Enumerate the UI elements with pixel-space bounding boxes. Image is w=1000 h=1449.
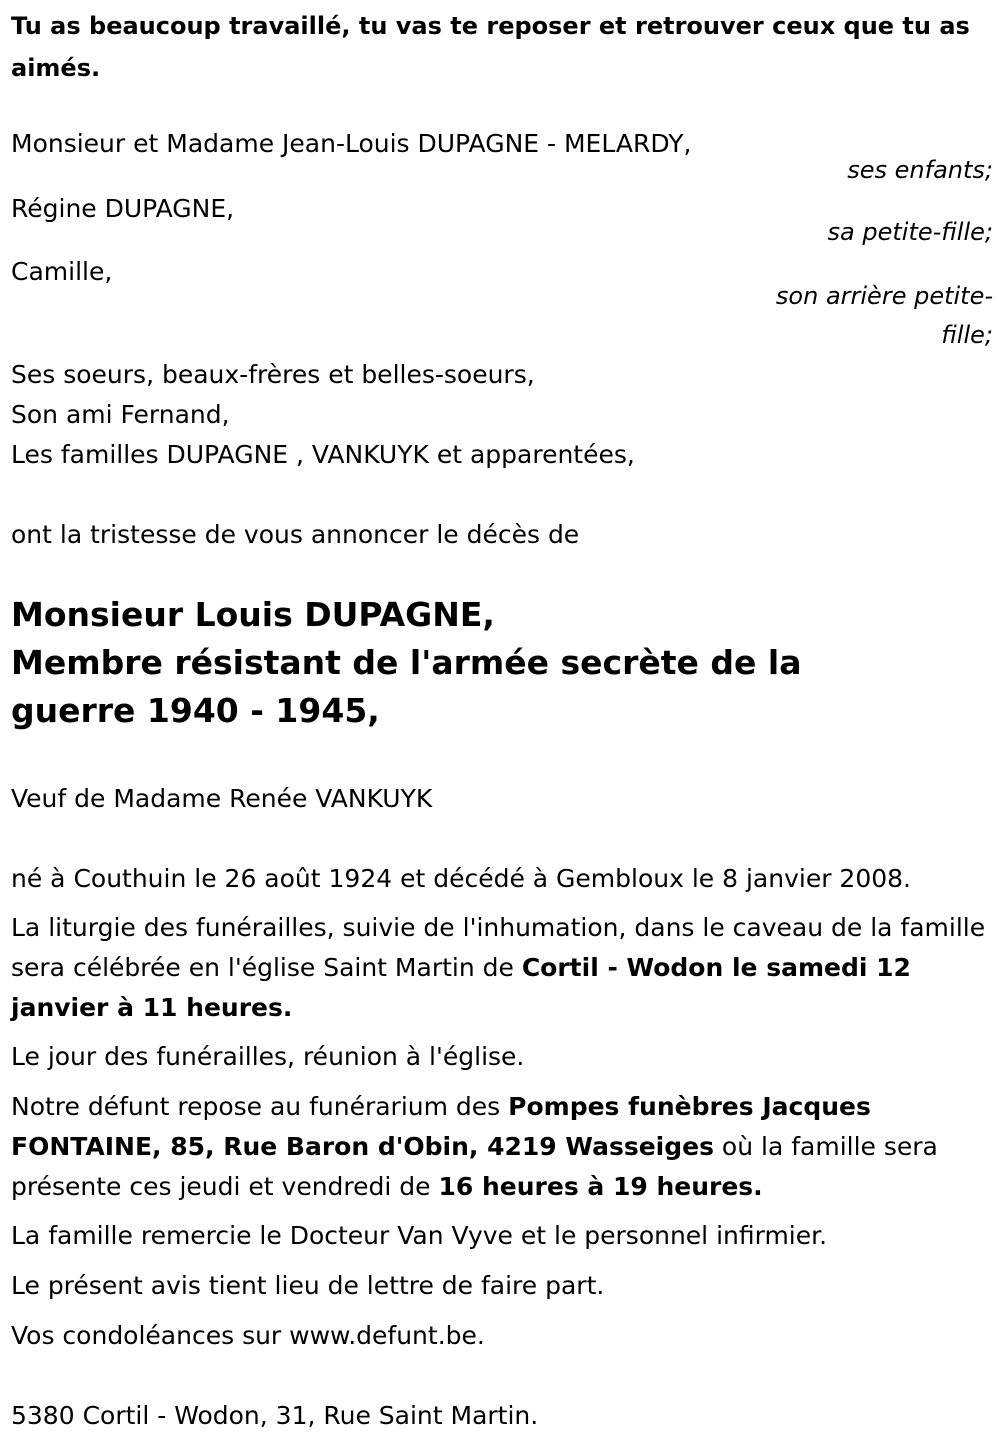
repose-text-1: Notre défunt repose au funérarium des [11,1092,509,1121]
deceased-role-line2: guerre 1940 - 1945, [11,691,380,730]
funeral-home: Pompes funèbres Jacques FONTAINE, 85, Rue Baron d'Obin, 4219 Wasseiges [11,1092,871,1161]
family-relation-granddaughter: sa petite-fille; [827,218,993,246]
family-relation-children: ses enfants; [847,156,993,184]
deceased-role-line1: Membre résistant de l'armée secrète de la [11,643,802,682]
condolences-line: Vos condoléances sur www.defunt.be. [11,1321,485,1350]
relatives-line-sisters: Ses soeurs, beaux-frères et belles-soeurs, [11,360,535,389]
family-relation-great-granddaughter-line2: fille; [941,321,993,349]
repose-paragraph [11,1087,993,1207]
liturgy-date-place: Cortil - Wodon le samedi 12 janvier à 11 heures. [11,953,911,1022]
liturgy-paragraph [11,908,993,1028]
liturgy-text: La liturgie des funérailles, suivie de l'inhumation, dans le caveau de la famille sera célébrée en l'église Saint Martin de [11,913,986,982]
announcement: ont la tristesse de vous annoncer le décès de [11,520,580,549]
relatives-line-friend: Son ami Fernand, [11,400,230,429]
relatives-line-families: Les familles DUPAGNE , VANKUYK et apparentées, [11,440,635,469]
repose-text-2: où la famille sera présente ces jeudi et vendredi de [11,1132,938,1201]
gathering-line: Le jour des funérailles, réunion à l'église. [11,1042,525,1071]
widower-line: Veuf de Madame Renée VANKUYK [11,784,433,813]
family-name-granddaughter: Régine DUPAGNE, [11,194,235,223]
family-relation-great-granddaughter-line1: son arrière petite- [775,282,993,310]
epigraph: Tu as beaucoup travaillé, tu vas te reposer et retrouver ceux que tu as aimés. [11,12,970,82]
deceased-title [11,591,993,735]
deceased-name: Monsieur Louis DUPAGNE, [11,595,495,634]
family-name-great-granddaughter: Camille, [11,257,113,286]
birth-death-line: né à Couthuin le 26 août 1924 et décédé à Gembloux le 8 janvier 2008. [11,864,911,893]
visiting-hours: 16 heures à 19 heures. [438,1172,763,1201]
notice-line: Le présent avis tient lieu de lettre de faire part. [11,1271,605,1300]
thanks-line: La famille remercie le Docteur Van Vyve et le personnel infirmier. [11,1221,828,1250]
family-name-children: Monsieur et Madame Jean-Louis DUPAGNE - MELARDY, [11,129,692,158]
address-line: 5380 Cortil - Wodon, 31, Rue Saint Martin. [11,1401,539,1430]
